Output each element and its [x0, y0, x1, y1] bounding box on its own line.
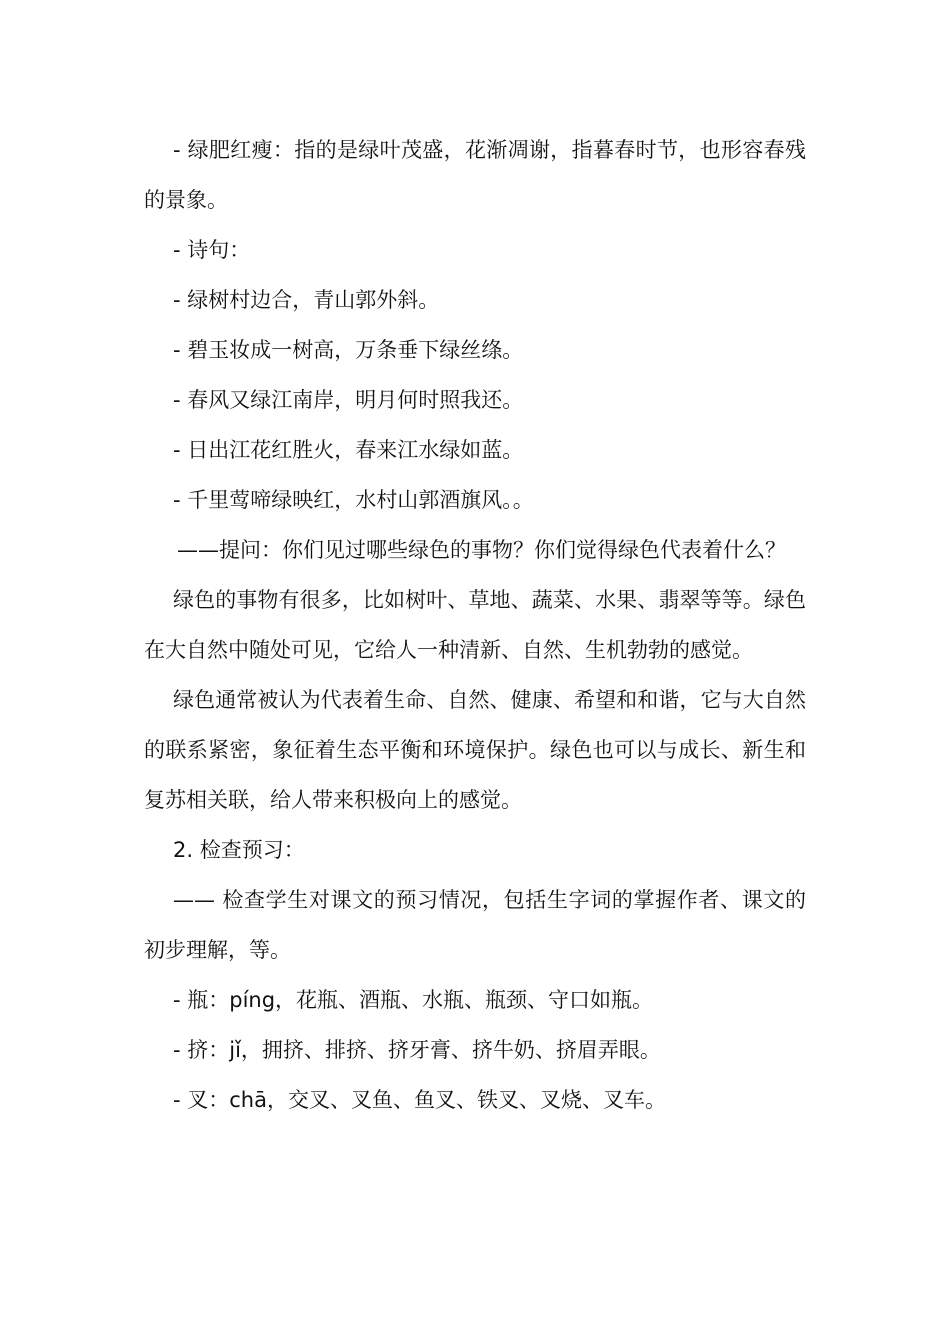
poem-line: - 千里莺啼绿映红，水村山郭酒旗风。。	[173, 488, 534, 512]
section-heading: 2. 检查预习：	[173, 838, 305, 862]
paragraph-idiom-definition: - 绿肥红瘦：指的是绿叶茂盛，花渐凋谢，指暮春时节，也形容春残的景象。	[144, 138, 806, 212]
question-paragraph: ——提问：你们见过哪些绿色的事物？你们觉得绿色代表着什么？	[177, 538, 786, 562]
vocab-item: - 叉：chā，交叉、叉鱼、鱼叉、铁叉、叉烧、叉车。	[173, 1088, 666, 1112]
vocab-item: - 瓶：píng，花瓶、酒瓶、水瓶、瓶颈、守口如瓶。	[173, 988, 654, 1012]
poem-line: - 绿树村边合，青山郭外斜。	[173, 288, 440, 312]
poem-line: - 日出江花红胜火，春来江水绿如蓝。	[173, 438, 524, 462]
answer-paragraph: 绿色通常被认为代表着生命、自然、健康、希望和和谐，它与大自然的联系紧密，象征着生态平衡和环境保护。绿色也可以与成长、新生和复苏相关联，给人带来积极向上的感觉。	[144, 688, 806, 812]
document-body	[144, 125, 806, 1125]
paragraph-poems-heading: - 诗句：	[173, 238, 251, 262]
poem-line: - 春风又绿江南岸，明月何时照我还。	[173, 388, 524, 412]
instruction-paragraph: —— 检查学生对课文的预习情况，包括生字词的掌握作者、课文的初步理解，等。	[144, 888, 806, 962]
answer-paragraph: 绿色的事物有很多，比如树叶、草地、蔬菜、水果、翡翠等等。绿色在大自然中随处可见，它给人一种清新、自然、生机勃勃的感觉。	[144, 588, 806, 662]
poem-line: - 碧玉妆成一树高，万条垂下绿丝绦。	[173, 338, 524, 362]
vocab-item: - 挤：jǐ，拥挤、排挤、挤牙膏、挤牛奶、挤眉弄眼。	[173, 1038, 661, 1062]
